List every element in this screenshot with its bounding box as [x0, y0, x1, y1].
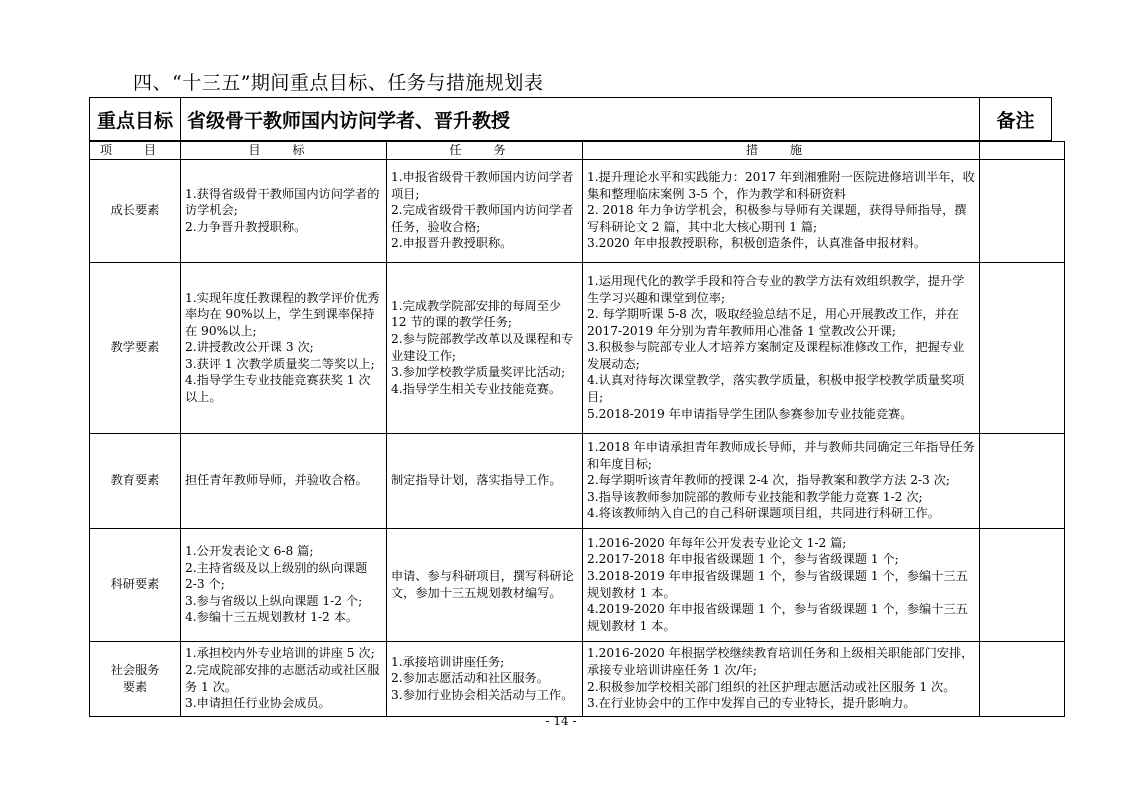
row-remark	[980, 528, 1065, 641]
row-goal: 担任青年教师导师，并验收合格。	[181, 433, 387, 528]
column-header-remark	[980, 142, 1065, 160]
row-category: 成长要素	[90, 159, 181, 262]
row-goal: 1.公开发表论文 6-8 篇; 2.主持省级及以上级别的纵向课题 2-3 个; 3.参与省级以上纵向课题 1-2 个; 4.参编十三五规划教材 1-2 本。	[181, 528, 387, 641]
column-header-item: 项 目	[90, 142, 181, 160]
page-number: - 14 -	[545, 714, 577, 728]
table-row	[90, 159, 1065, 262]
table-row	[90, 641, 1065, 716]
row-task: 制定指导计划，落实指导工作。	[387, 433, 583, 528]
table-row	[90, 262, 1065, 433]
row-task: 1.完成教学院部安排的每周至少 12 节的课的教学任务; 2.参与院部教学改革以及课程和专业建设工作; 3.参加学校教学质量奖评比活动; 4.指导学生相关专业技能竞赛。	[387, 262, 583, 433]
column-header-goal: 目 标	[181, 142, 387, 160]
row-goal: 1.获得省级骨干教师国内访问学者的访学机会; 2.力争晋升教授职称。	[181, 159, 387, 262]
table-row	[90, 433, 1065, 528]
column-header-task: 任 务	[387, 142, 583, 160]
row-remark	[980, 262, 1065, 433]
row-remark	[980, 641, 1065, 716]
row-measure: 1.运用现代化的教学手段和符合专业的教学方法有效组织教学，提升学生学习兴趣和课堂到位率; 2. 每学期听课 5-8 次，吸取经验总结不足，用心开展教改工作，并在 2017-2019 年分别为青年教师用心准备 1 堂教改公开课; 3.积极参与院部专业人才培养方案制定及课程标准修改工作，把握专业发展动态; 4.认真对待每次课堂教学，落实教学质量，积极申报学校教学质量奖项目; 5.2018-2019 年申请指导学生团队参赛参加专业技能竞赛。	[583, 262, 980, 433]
row-measure: 1.2016-2020 年根据学校继续教育培训任务和上级相关职能部门安排，承接专业培训讲座任务 1 次/年; 2.积极参加学校相关部门组织的社区护理志愿活动或社区服务 1 次。 3.在行业协会中的工作中发挥自己的专业特长，提升影响力。	[583, 641, 980, 716]
row-measure: 1.2018 年申请承担青年教师成长导师，并与教师共同确定三年指导任务和年度目标; 2.每学期听该青年教师的授课 2-4 次，指导教案和教学方法 2-3 次; 3.指导该教师参加院部的教师专业技能和教学能力竞赛 1-2 次; 4.将该教师纳入自己的自己科研课题项目组，共同进行科研工作。	[583, 433, 980, 528]
key-goal-label: 重点目标	[90, 98, 181, 141]
remark-label: 备注	[980, 98, 1052, 141]
plan-table	[89, 141, 1065, 717]
column-header-measure: 措 施	[583, 142, 980, 160]
row-category: 科研要素	[90, 528, 181, 641]
key-goal-value: 省级骨干教师国内访问学者、晋升教授	[181, 98, 980, 141]
row-goal: 1.承担校内外专业培训的讲座 5 次; 2.完成院部安排的志愿活动或社区服务 1 次。 3.申请担任行业协会成员。	[181, 641, 387, 716]
row-remark	[980, 433, 1065, 528]
row-task: 申请、参与科研项目，撰写科研论文，参加十三五规划教材编写。	[387, 528, 583, 641]
table-row	[90, 528, 1065, 641]
column-header-row	[90, 142, 1065, 160]
row-category: 社会服务 要素	[90, 641, 181, 716]
row-measure: 1.提升理论水平和实践能力：2017 年到湘雅附一医院进修培训半年，收集和整理临床案例 3-5 个，作为教学和科研资料 2. 2018 年力争访学机会，积极参与导师有关课题，获得导师指导，撰写科研论文 2 篇，其中北大核心期刊 1 篇; 3.2020 年申报教授职称，积极创造条件，认真准备申报材料。	[583, 159, 980, 262]
row-measure: 1.2016-2020 年每年公开发表专业论文 1-2 篇; 2.2017-2018 年申报省级课题 1 个，参与省级课题 1 个; 3.2018-2019 年申报省级课题 1 个，参与省级课题 1 个，参编十三五规划教材 1 本。 4.2019-2020 年申报省级课题 1 个，参与省级课题 1 个，参编十三五规划教材 1 本。	[583, 528, 980, 641]
row-task: 1.承接培训讲座任务; 2.参加志愿活动和社区服务。 3.参加行业协会相关活动与工作。	[387, 641, 583, 716]
page-title: 四、“十三五”期间重点目标、任务与措施规划表	[133, 72, 544, 94]
row-goal: 1.实现年度任教课程的教学评价优秀率均在 90%以上，学生到课率保持在 90%以上; 2.讲授教改公开课 3 次; 3.获评 1 次教学质量奖二等奖以上; 4.指导学生专业技能竞赛获奖 1 次以上。	[181, 262, 387, 433]
row-task: 1.申报省级骨干教师国内访问学者项目; 2.完成省级骨干教师国内访问学者任务，验收合格; 2.申报晋升教授职称。	[387, 159, 583, 262]
row-category: 教育要素	[90, 433, 181, 528]
row-remark	[980, 159, 1065, 262]
key-goal-header	[89, 97, 1052, 141]
row-category: 教学要素	[90, 262, 181, 433]
